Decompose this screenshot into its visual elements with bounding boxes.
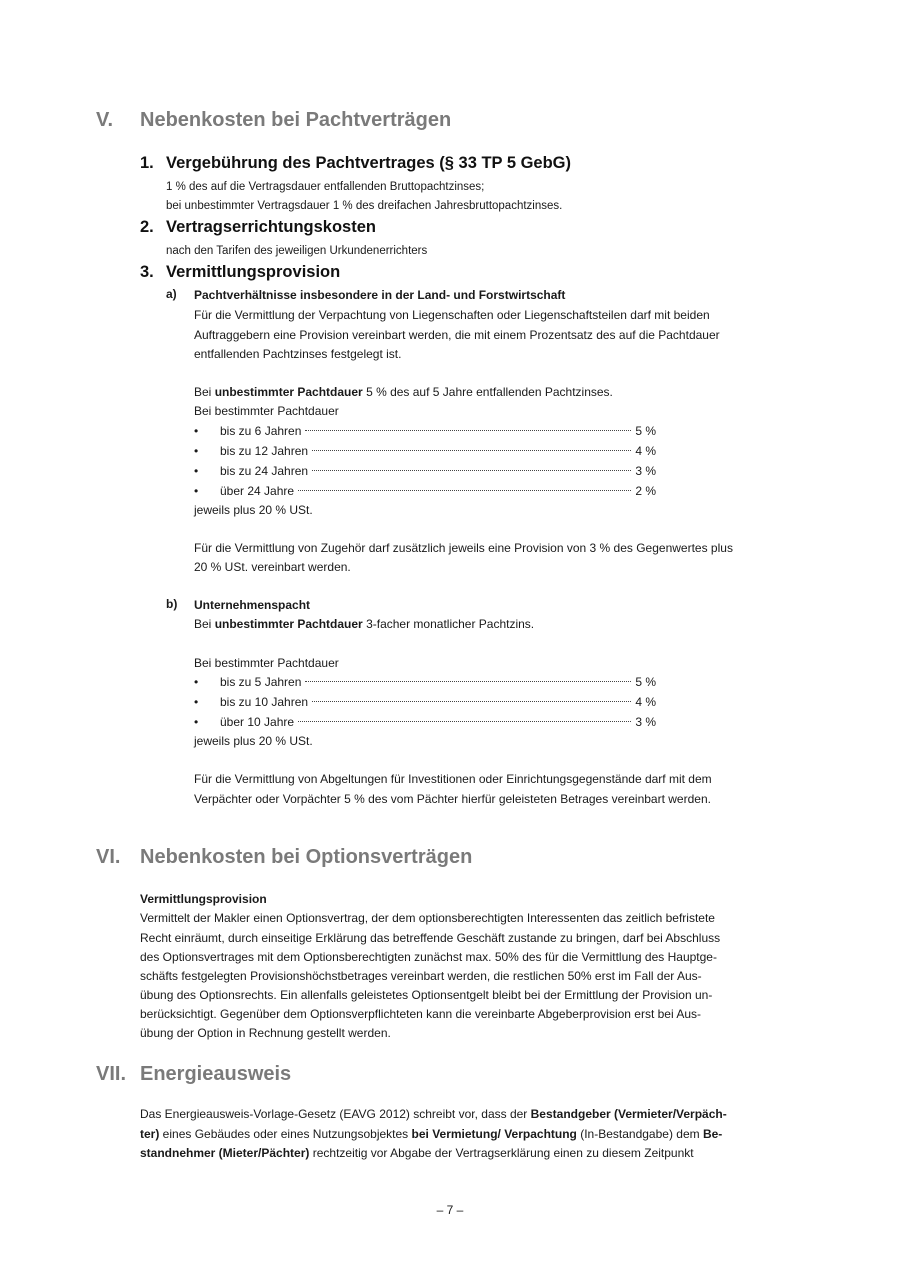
list-item-value: 3 % — [635, 464, 656, 478]
sub-a-ust: jeweils plus 20 % USt. — [194, 503, 313, 517]
dot-leader — [312, 470, 631, 471]
vii-line2-a: ter) — [140, 1127, 160, 1141]
list-item-value: 5 % — [635, 424, 656, 438]
sub-a-label: a) — [166, 287, 177, 301]
section-vi-line-1: Vermittelt der Makler einen Optionsvertrag, der dem optionsberechtigten Interessenten das zeitlich befristete — [140, 911, 715, 925]
bullet-icon: • — [194, 424, 199, 438]
vii-line3-a: standnehmer (Mieter/Pächter) — [140, 1146, 310, 1160]
section-v-number: V. — [96, 109, 114, 131]
vii-line2-d: (In-Bestandgabe) dem — [576, 1127, 703, 1141]
item-3-title: Vermittlungsprovision — [166, 263, 341, 281]
sub-b-ust: jeweils plus 20 % USt. — [194, 734, 313, 748]
section-vii-line-1 — [140, 1104, 727, 1124]
list-item-label: bis zu 10 Jahren — [220, 695, 309, 709]
section-vi-line-5: übung des Optionsrechts. Ein allenfalls geleistetes Optionsentgelt bleibt bei der Ermittlung der Provision un- — [140, 988, 713, 1002]
bullet-icon: • — [194, 444, 199, 458]
item-1-line-2: bei unbestimmter Vertragsdauer 1 % des dreifachen Jahresbruttopachtzinses. — [166, 200, 563, 212]
section-vii-line-2 — [140, 1124, 722, 1144]
section-vi-line-4: schäfts festgelegten Provisionshöchstbetrages vereinbart werden, die restlichen 50% erst im Fall der Aus- — [140, 969, 702, 983]
vii-line2-e: Be- — [702, 1127, 723, 1141]
section-vi-heading — [96, 846, 472, 869]
bullet-icon: • — [194, 484, 199, 498]
page-number: – 7 – — [436, 1203, 464, 1217]
bullet-icon: • — [194, 715, 199, 729]
sub-b-abgeltungen-1: Für die Vermittlung von Abgeltungen für Investitionen oder Einrichtungsgegenstände darf mit dem — [194, 772, 712, 786]
vii-line1-b: Bestandgeber (Vermieter/Verpäch- — [530, 1107, 727, 1121]
sub-b-title: Unternehmenspacht — [194, 598, 311, 612]
item-2-heading — [140, 218, 376, 237]
item-1-heading — [140, 154, 571, 173]
sub-b-unbestimmt — [194, 614, 534, 634]
sub-a-intro-2: Auftraggebern eine Provision vereinbart werden, die mit einem Prozentsatz des auf die Pachtdauer — [194, 328, 720, 342]
dot-leader — [298, 721, 631, 722]
section-vi-line-7: übung der Option in Rechnung gestellt werden. — [140, 1026, 391, 1040]
sub-a-best-label: Bei bestimmter Pachtdauer — [194, 404, 339, 418]
sub-a-intro-3: entfallenden Pachtzinses festgelegt ist. — [194, 347, 402, 361]
section-v-heading — [96, 109, 451, 132]
vii-line2-c: bei Vermietung/ Verpachtung — [411, 1127, 577, 1141]
vii-line2-b: eines Gebäudes oder eines Nutzungsobjektes — [159, 1127, 412, 1141]
list-item-label: bis zu 6 Jahren — [220, 424, 302, 438]
vii-line3-b: rechtzeitig vor Abgabe der Vertragserklärung einen zu diesem Zeitpunkt — [309, 1146, 694, 1160]
dot-leader — [305, 681, 631, 682]
list-item — [194, 461, 656, 481]
item-1-line-1: 1 % des auf die Vertragsdauer entfallenden Bruttopachtzinses; — [166, 181, 485, 193]
list-item-label: bis zu 12 Jahren — [220, 444, 309, 458]
bullet-icon: • — [194, 695, 199, 709]
dot-leader — [312, 450, 631, 451]
sub-a-zubehoer-2: 20 % USt. vereinbart werden. — [194, 560, 351, 574]
item-2-title: Vertragserrichtungskosten — [166, 218, 376, 236]
list-item — [194, 421, 656, 441]
list-item — [194, 712, 656, 732]
list-item — [194, 672, 656, 692]
list-item-value: 5 % — [635, 675, 656, 689]
item-2-line-1: nach den Tarifen des jeweiligen Urkundenerrichters — [166, 245, 428, 257]
dot-leader — [298, 490, 631, 491]
section-vii-line-3 — [140, 1143, 694, 1163]
list-item-value: 2 % — [635, 484, 656, 498]
sub-a-unbest-prefix: Bei — [194, 385, 215, 399]
list-item-value: 3 % — [635, 715, 656, 729]
list-item-label: über 24 Jahre — [220, 484, 295, 498]
section-vi-line-3: des Optionsvertrages mit dem Optionsberechtigten zunächst max. 50% des für die Vermittlung des Hauptge- — [140, 950, 717, 964]
section-vii-heading — [96, 1063, 291, 1086]
list-item — [194, 481, 656, 501]
section-vi-line-6: berücksichtigt. Gegenüber dem Optionsverpflichteten kann die vereinbarte Abgeberprovision erst bei Aus- — [140, 1007, 701, 1021]
section-vi-number: VI. — [96, 846, 121, 868]
list-item-label: bis zu 24 Jahren — [220, 464, 309, 478]
item-1-title: Vergebührung des Pachtvertrages (§ 33 TP 5 GebG) — [166, 154, 571, 172]
sub-a-unbest-bold: unbestimmter Pachtdauer — [214, 385, 363, 399]
item-1-number: 1. — [140, 154, 154, 172]
section-vi-line-2: Recht einräumt, durch einseitige Erklärung das betreffende Geschäft zustande zu bringen, darf bei Abschluss — [140, 931, 721, 945]
list-item-value: 4 % — [635, 444, 656, 458]
item-2-number: 2. — [140, 218, 154, 236]
list-item-value: 4 % — [635, 695, 656, 709]
sub-a-unbestimmt — [194, 382, 613, 402]
list-item-label: über 10 Jahre — [220, 715, 295, 729]
sub-b-unbest-suffix: 3-facher monatlicher Pachtzins. — [362, 617, 535, 631]
list-item-label: bis zu 5 Jahren — [220, 675, 302, 689]
bullet-icon: • — [194, 464, 199, 478]
item-3-heading — [140, 263, 340, 282]
sub-b-unbest-bold: unbestimmter Pachtdauer — [214, 617, 363, 631]
sub-a-zubehoer-1: Für die Vermittlung von Zugehör darf zusätzlich jeweils eine Provision von 3 % des Gegenwertes plus — [194, 541, 733, 555]
section-vii-number: VII. — [96, 1063, 127, 1085]
dot-leader — [305, 430, 631, 431]
sub-a-intro-1: Für die Vermittlung der Verpachtung von Liegenschaften oder Liegenschaftsteilen darf mit beiden — [194, 308, 710, 322]
sub-b-best-label: Bei bestimmter Pachtdauer — [194, 656, 339, 670]
dot-leader — [312, 701, 631, 702]
sub-a-unbest-suffix: 5 % des auf 5 Jahre entfallenden Pachtzinses. — [362, 385, 613, 399]
item-3-number: 3. — [140, 263, 154, 281]
sub-a-title: Pachtverhältnisse insbesondere in der Land- und Forstwirtschaft — [194, 288, 566, 302]
bullet-icon: • — [194, 675, 199, 689]
section-v-title: Nebenkosten bei Pachtverträgen — [140, 109, 452, 131]
list-item — [194, 441, 656, 461]
list-item — [194, 692, 656, 712]
sub-b-abgeltungen-2: Verpächter oder Vorpächter 5 % des vom Pächter hierfür geleisteten Betrages vereinbart werden. — [194, 792, 711, 806]
vii-line1-a: Das Energieausweis-Vorlage-Gesetz (EAVG 2012) schreibt vor, dass der — [140, 1107, 531, 1121]
section-vi-title: Nebenkosten bei Optionsverträgen — [140, 846, 473, 868]
sub-b-unbest-prefix: Bei — [194, 617, 215, 631]
sub-b-label: b) — [166, 597, 178, 611]
section-vi-subtitle: Vermittlungsprovision — [140, 892, 267, 906]
section-vii-title: Energieausweis — [140, 1063, 292, 1085]
